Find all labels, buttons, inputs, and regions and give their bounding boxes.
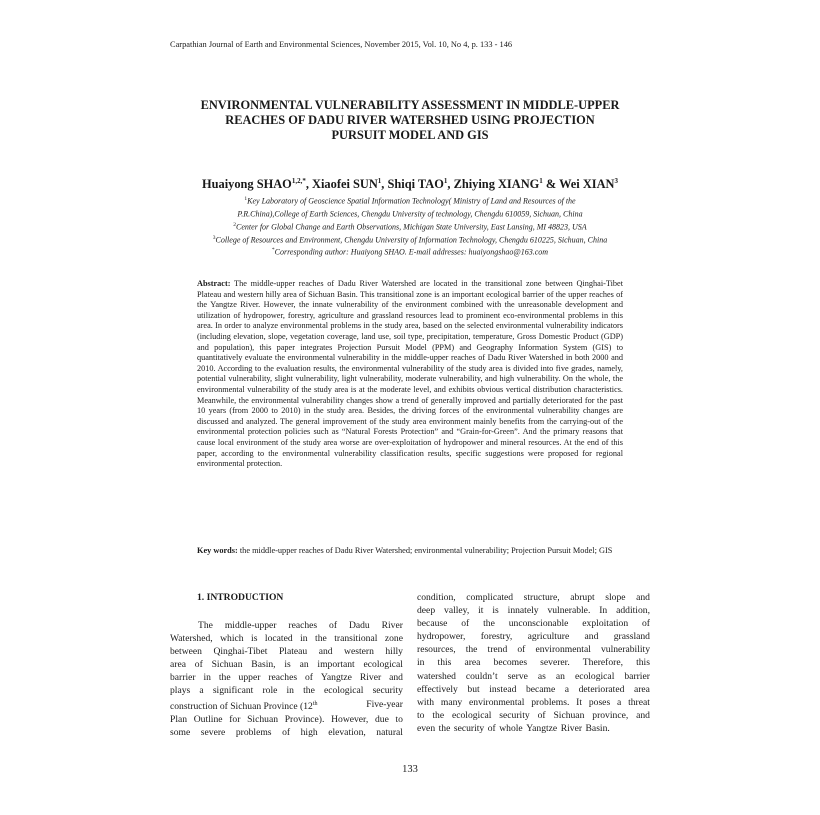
- abstract-label: Abstract:: [197, 279, 231, 288]
- word: forestry,: [480, 631, 513, 643]
- title-line: PURSUIT MODEL AND GIS: [331, 128, 489, 142]
- word: Therefore,: [582, 657, 624, 669]
- word: of: [305, 672, 313, 684]
- text-line: [170, 658, 403, 671]
- word: Plan: [170, 713, 188, 725]
- word: Province).: [284, 713, 325, 725]
- text-line: [170, 726, 403, 739]
- word: because: [417, 618, 448, 630]
- word: in: [300, 633, 308, 645]
- author-name: Xiaofei SUN: [312, 177, 378, 192]
- text-line: [417, 670, 650, 683]
- author-affil-mark: 1: [377, 177, 382, 185]
- text-line: [417, 656, 650, 669]
- title-line: ENVIRONMENTAL VULNERABILITY ASSESSMENT IN MIDDLE-UPPER: [200, 98, 620, 112]
- word: complicated: [466, 592, 514, 603]
- text-line: [417, 630, 650, 643]
- title-line: REACHES OF DADU RIVER WATERSHED USING PROJECTION: [225, 113, 595, 127]
- word: of: [461, 618, 470, 630]
- affil-mark: 2: [233, 221, 237, 228]
- word: province,: [592, 709, 629, 721]
- word: reaches: [288, 620, 318, 631]
- word: as: [537, 670, 546, 682]
- word: the: [465, 644, 478, 656]
- word: slope: [605, 592, 626, 603]
- word: couldn’t: [465, 670, 498, 682]
- word: in: [203, 672, 211, 684]
- word: a: [199, 685, 204, 697]
- text-line: [417, 604, 650, 617]
- word: plays: [170, 685, 191, 697]
- abstract-text: The middle-upper reaches of Dadu River Watershed are located in the transitional zone between Qinghai-Tibet Plateau and western hilly area of Sichuan Basin. This transitional zone is an important ecological barrier of the upper reaches of the Yangtze River. However, the innate vulnerability of the environment combined with the unreasonable development and utilization of hydropower, forestry, agriculture and grassland resources lead to prominent eco-environmental problems in this area. In order to analyze environmental problems in the study area, based on the selected environmental vulnerability indicators (including elevation, slope, vegetation coverage, land use, soil type, precipitation, temperature, Gross Domestic Product (GDP) and population), this paper integrates Projection Pursuit Model (PPM) and Geography Information System (GIS) to quantitatively evaluate the environmental vulnerability in the middle-upper reaches of Dadu River Watershed in both 2000 and 2010. According to the evaluation results, the environmental vulnerability of the study area is divided into five grades, namely, potential vulnerability, slight vulnerability, light vulnerability, moderate vulnerability, and high vulnerability. On the whole, the environmental vulnerability of the study area is at the moderate level, and exhibits obvious vertical distribution characteristics. Meanwhile, the environmental vulnerability changes show a trend of generally improved and partially deteriorated for the past 10 years (from 2000 to 2010) in the study area. Besides, the driving forces of the environmental vulnerability changes are discussed and analyzed. The general improvement of the study area environment mainly benefits from the carrying-out of the environmental protection policies such as “Natural Forests Protection” and “Grain-for-Green”. And the primary reasons that cause local environment of the study area worse are over-exploitation of hydropower and mineral resources. At the end of this paper, according to the environmental vulnerability classification results, specific suggestions were proposed for regional environmental protection.: [197, 279, 623, 469]
- word: barrier: [170, 672, 196, 684]
- word: security: [499, 709, 530, 721]
- word: hydropower,: [417, 631, 466, 643]
- paper-title: [150, 98, 670, 143]
- word: natural: [376, 726, 403, 738]
- keywords-label: Key words:: [197, 546, 238, 555]
- word: watershed: [417, 670, 456, 682]
- abstract: [197, 279, 623, 470]
- word: environmental: [469, 696, 525, 708]
- word: problems.: [531, 696, 570, 708]
- word: structure,: [523, 592, 560, 603]
- word: this: [636, 657, 650, 669]
- word: located: [264, 633, 293, 645]
- word: resources,: [417, 644, 456, 656]
- author-name: Wei XIAN: [559, 177, 615, 192]
- word: of: [517, 644, 526, 656]
- word: Basin,: [251, 659, 276, 671]
- word: and: [636, 709, 650, 721]
- word: ecological: [574, 670, 615, 682]
- word: between: [170, 646, 202, 658]
- word: River: [359, 672, 382, 684]
- section-heading: 1. INTRODUCTION: [197, 592, 284, 603]
- word: transitional: [334, 633, 378, 645]
- word: area: [464, 657, 481, 669]
- word: poses: [588, 696, 611, 708]
- left-column: [170, 591, 403, 739]
- word: the: [483, 618, 495, 630]
- word: severe: [200, 726, 226, 738]
- word: vulnerability: [600, 644, 650, 656]
- word: the: [438, 722, 451, 734]
- text-line: [170, 713, 403, 726]
- word: grassland: [613, 631, 650, 643]
- affiliation-line: [140, 245, 680, 258]
- affil-text: Corresponding author: Huaiyong SHAO. E-mail addresses: huaiyongshao@163.com: [274, 248, 549, 258]
- word: Yangtze: [526, 722, 558, 734]
- word: In: [599, 605, 608, 617]
- word: elevation,: [328, 726, 366, 738]
- word: of: [642, 618, 650, 630]
- affiliation-line: [140, 233, 680, 246]
- author-affil-mark: 1,2,*: [291, 177, 306, 185]
- word: and: [584, 631, 599, 643]
- text-line: [170, 684, 403, 697]
- word: It: [576, 696, 583, 708]
- word: an: [555, 670, 565, 682]
- word: it: [478, 605, 484, 617]
- word: effectively: [417, 683, 458, 695]
- word: innately: [507, 605, 539, 617]
- ordinal-sup: th: [312, 700, 318, 707]
- word: environmental: [535, 644, 591, 656]
- word: threat: [628, 696, 650, 708]
- author-separator: &: [542, 177, 560, 192]
- word: vulnerable.: [547, 605, 591, 617]
- author-affil-mark: 1: [539, 177, 543, 185]
- word: problems: [235, 726, 272, 738]
- word: of: [537, 709, 546, 721]
- text-line: [417, 696, 650, 709]
- word: and: [636, 592, 650, 603]
- word: and: [389, 672, 403, 684]
- word: a: [617, 696, 622, 708]
- word: reaches: [268, 672, 298, 684]
- word: important: [317, 659, 355, 671]
- word: a: [564, 683, 570, 695]
- word: deep: [417, 605, 436, 617]
- word: of: [487, 722, 496, 734]
- word: exploitation: [582, 618, 629, 630]
- page-number: 133: [402, 764, 418, 775]
- affil-mark: 3: [212, 234, 216, 241]
- affiliations: [140, 194, 680, 258]
- word: Basin.: [585, 722, 610, 734]
- word: However,: [331, 713, 369, 725]
- author-name: Shiqi TAO: [387, 177, 444, 192]
- text-line: [417, 617, 650, 630]
- word: many: [440, 696, 463, 708]
- word: River: [560, 722, 583, 734]
- text-line: [170, 698, 403, 713]
- word: is: [251, 633, 258, 645]
- word: the: [218, 672, 231, 684]
- word: to: [417, 709, 425, 721]
- word: ecological: [363, 659, 403, 671]
- word: Watershed,: [170, 633, 213, 645]
- right-column: [417, 591, 650, 735]
- word: middle-upper: [224, 620, 277, 631]
- author-name: Zhiying XIANG: [453, 177, 540, 192]
- word: abrupt: [570, 592, 595, 603]
- word: high: [300, 726, 318, 738]
- word: deteriorated: [578, 683, 625, 695]
- text-line: [170, 632, 403, 645]
- word: of: [194, 659, 203, 671]
- word: which: [220, 633, 244, 645]
- word: the: [432, 709, 445, 721]
- author-separator: ,: [305, 177, 313, 192]
- word: Sichuan: [211, 659, 243, 671]
- author-separator: ,: [381, 177, 388, 192]
- word: in: [286, 685, 294, 697]
- text-line: [417, 591, 650, 604]
- word: this: [437, 657, 452, 669]
- running-head: Carpathian Journal of Earth and Environmental Sciences, November 2015, Vol. 10, No 4, p. 133 - 146: [170, 40, 513, 49]
- word: becomes: [493, 657, 528, 669]
- text-line: [417, 709, 650, 722]
- text-line: [417, 722, 650, 735]
- word: severer.: [540, 657, 570, 669]
- word: and: [318, 646, 333, 658]
- word: Plateau: [278, 646, 308, 658]
- word: Dadu: [348, 620, 370, 631]
- word: security: [372, 685, 403, 697]
- word: condition,: [417, 592, 456, 603]
- text-line: [170, 645, 403, 658]
- word: Yangtze: [320, 672, 352, 684]
- word: became: [525, 683, 556, 695]
- word: in: [417, 657, 425, 669]
- word: trend: [487, 644, 508, 656]
- word: due: [374, 713, 389, 725]
- word: is: [492, 605, 499, 617]
- word: area: [633, 683, 650, 695]
- word: whole: [499, 722, 523, 734]
- text-line: [170, 671, 403, 684]
- author-affil-mark: 1: [443, 177, 448, 185]
- word: addition,: [616, 605, 650, 617]
- word: serve: [507, 670, 528, 682]
- word: upper: [238, 672, 261, 684]
- word: valley,: [444, 605, 470, 617]
- word: The: [198, 620, 213, 631]
- text-line: [170, 619, 403, 632]
- word: Sichuan: [553, 709, 585, 721]
- affil-text: Key Laboratory of Geoscience Spatial Information Technology( Ministry of Land and Resources of the: [247, 196, 576, 206]
- affil-mark: *: [271, 247, 275, 254]
- word: Qinghai-Tibet: [213, 646, 268, 658]
- word: with: [417, 696, 435, 708]
- word: is: [284, 659, 291, 671]
- word: some: [170, 726, 191, 738]
- author-name: Huaiyong SHAO: [201, 177, 292, 192]
- text-fragment: Five-year: [366, 698, 403, 710]
- affiliation-line: [140, 207, 680, 220]
- affiliation-line: [140, 194, 680, 207]
- word: agriculture: [527, 631, 570, 643]
- keywords-text: the middle-upper reaches of Dadu River Watershed; environmental vulnerability; Projection Pursuit Model; GIS: [239, 546, 613, 555]
- word: of: [329, 620, 338, 631]
- word: instead: [489, 683, 517, 695]
- word: to: [395, 713, 403, 725]
- word: the: [315, 633, 327, 645]
- word: area: [170, 659, 186, 671]
- word: an: [299, 659, 309, 671]
- keywords: [197, 545, 623, 556]
- word: ecological: [451, 709, 492, 721]
- text-fragment: construction of Sichuan Province (12: [170, 700, 313, 712]
- word: but: [467, 683, 480, 695]
- affil-text: Center for Global Change and Earth Observations, Michigan State University, East Lansing, MI 48823, USA: [236, 222, 587, 232]
- author-separator: ,: [447, 177, 454, 192]
- word: western: [344, 646, 374, 658]
- word: significant: [212, 685, 254, 697]
- word: unconscionable: [508, 618, 569, 630]
- word: barrier: [624, 670, 650, 682]
- word: zone: [384, 633, 403, 645]
- word: Outline: [193, 713, 223, 725]
- affiliation-line: [140, 220, 680, 233]
- word: security: [453, 722, 485, 734]
- word: ecological: [324, 685, 364, 697]
- author-affil-mark: 3: [614, 177, 619, 185]
- author-list: [150, 177, 670, 192]
- affil-text: P.R.China),College of Earth Sciences, Chengdu University of technology, Chengdu 610059, Sichuan, China: [237, 209, 583, 219]
- word: River: [381, 620, 403, 631]
- word: even: [417, 722, 436, 734]
- affil-mark: 1: [244, 196, 248, 202]
- text-line: [417, 683, 650, 696]
- word: hilly: [385, 646, 403, 658]
- word: Sichuan: [247, 713, 279, 725]
- text-line: [417, 643, 650, 656]
- word: of: [282, 726, 291, 738]
- word: for: [229, 713, 241, 725]
- affil-text: College of Resources and Environment, Chengdu University of Information Technology, Chengdu 610225, Sichuan, China: [215, 235, 608, 245]
- word: the: [303, 685, 315, 697]
- word: role: [262, 685, 278, 697]
